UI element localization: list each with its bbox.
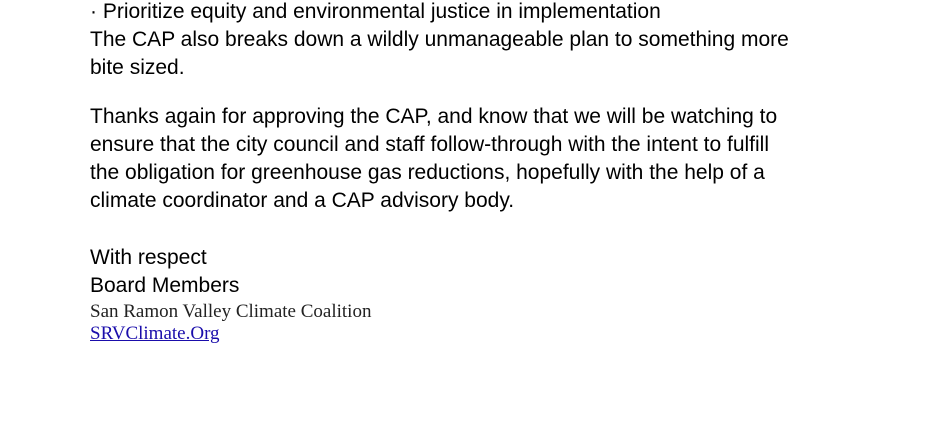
paragraph-cap-summary — [90, 26, 789, 82]
organization-name: San Ramon Valley Climate Coalition — [90, 301, 372, 322]
paragraph-line: the obligation for greenhouse gas reductions, hopefully with the help of a — [90, 161, 765, 184]
paragraph-line: climate coordinator and a CAP advisory body. — [90, 189, 515, 212]
paragraph-line: ensure that the city council and staff follow-through with the intent to fulfill — [90, 133, 769, 156]
paragraph-line: The CAP also breaks down a wildly unmanageable plan to something more — [90, 28, 789, 51]
signer: Board Members — [90, 274, 240, 297]
paragraph-line: bite sized. — [90, 56, 185, 79]
closing-block — [90, 244, 239, 300]
paragraph-line: Thanks again for approving the CAP, and know that we will be watching to — [90, 105, 778, 128]
salutation: With respect — [90, 246, 207, 269]
paragraph-thanks — [90, 103, 777, 215]
organization-block — [90, 301, 371, 345]
organization-link[interactable]: SRVClimate.Org — [90, 323, 220, 344]
bullet-item: · Prioritize equity and environmental justice in implementation — [90, 0, 661, 23]
